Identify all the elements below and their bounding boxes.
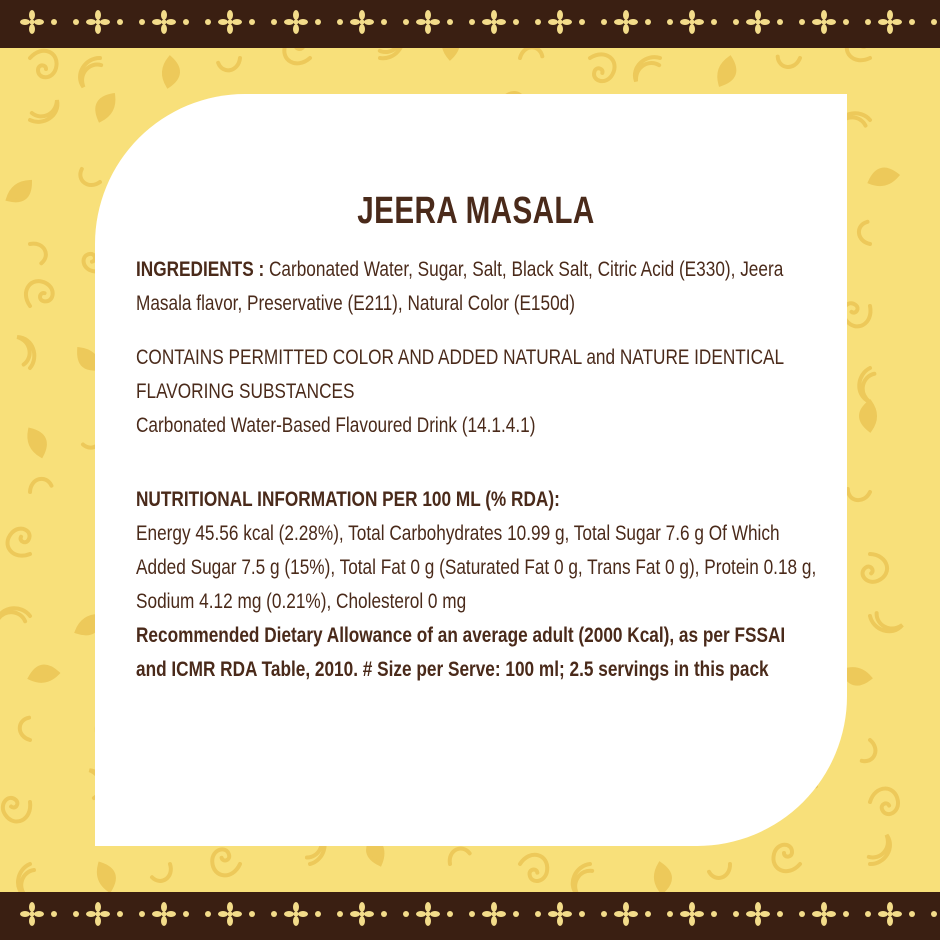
flower-ornament-icon bbox=[284, 10, 308, 34]
dot-ornament-icon bbox=[645, 19, 651, 25]
flower-ornament-icon bbox=[812, 10, 836, 34]
flower-ornament-icon bbox=[350, 10, 374, 34]
dot-ornament-icon bbox=[469, 911, 475, 917]
flower-ornament-icon bbox=[218, 902, 242, 926]
dot-ornament-icon bbox=[535, 19, 541, 25]
rda-note: Recommended Dietary Allowance of an average adult (2000 Kcal), as per FSSAI and ICMR RDA Table, 2010. # Size per Serve: 100 ml; 2.5 servings in this pack bbox=[136, 624, 786, 681]
dot-ornament-icon bbox=[931, 911, 937, 917]
top-ornament-border bbox=[0, 0, 940, 48]
flower-ornament-icon bbox=[482, 10, 506, 34]
dot-ornament-icon bbox=[183, 911, 189, 917]
dot-ornament-icon bbox=[381, 19, 387, 25]
flower-ornament-icon bbox=[284, 902, 308, 926]
dot-ornament-icon bbox=[799, 19, 805, 25]
flower-ornament-icon bbox=[20, 10, 44, 34]
dot-ornament-icon bbox=[909, 911, 915, 917]
dot-ornament-icon bbox=[645, 911, 651, 917]
dot-ornament-icon bbox=[249, 19, 255, 25]
dot-ornament-icon bbox=[51, 911, 57, 917]
flower-ornament-icon bbox=[482, 902, 506, 926]
dot-ornament-icon bbox=[667, 911, 673, 917]
dot-ornament-icon bbox=[843, 911, 849, 917]
dot-ornament-icon bbox=[777, 911, 783, 917]
flower-ornament-icon bbox=[548, 10, 572, 34]
dot-ornament-icon bbox=[183, 19, 189, 25]
dot-ornament-icon bbox=[579, 19, 585, 25]
top-ornament-row bbox=[0, 0, 940, 48]
dot-ornament-icon bbox=[249, 911, 255, 917]
dot-ornament-icon bbox=[337, 911, 343, 917]
dot-ornament-icon bbox=[403, 19, 409, 25]
flower-ornament-icon bbox=[20, 902, 44, 926]
dot-ornament-icon bbox=[799, 911, 805, 917]
dot-ornament-icon bbox=[579, 911, 585, 917]
dot-ornament-icon bbox=[205, 19, 211, 25]
flower-ornament-icon bbox=[416, 10, 440, 34]
dot-ornament-icon bbox=[271, 911, 277, 917]
dot-ornament-icon bbox=[535, 911, 541, 917]
ingredients-text: Carbonated Water, Sugar, Salt, Black Salt, Citric Acid (E330), Jeera Masala flavor, Preservative (E211), Natural Color (E150d) bbox=[136, 258, 784, 315]
dot-ornament-icon bbox=[73, 19, 79, 25]
flower-ornament-icon bbox=[812, 902, 836, 926]
dot-ornament-icon bbox=[271, 19, 277, 25]
flower-ornament-icon bbox=[416, 902, 440, 926]
flower-ornament-icon bbox=[746, 902, 770, 926]
ingredients-label: INGREDIENTS : bbox=[136, 258, 265, 281]
dot-ornament-icon bbox=[711, 19, 717, 25]
flower-ornament-icon bbox=[878, 902, 902, 926]
category-text: Carbonated Water-Based Flavoured Drink (14.1.4.1) bbox=[136, 414, 536, 437]
flower-ornament-icon bbox=[548, 902, 572, 926]
flower-ornament-icon bbox=[218, 10, 242, 34]
dot-ornament-icon bbox=[205, 911, 211, 917]
dot-ornament-icon bbox=[315, 911, 321, 917]
dot-ornament-icon bbox=[139, 911, 145, 917]
dot-ornament-icon bbox=[777, 19, 783, 25]
ingredients-paragraph bbox=[136, 253, 817, 321]
dot-ornament-icon bbox=[843, 19, 849, 25]
flower-ornament-icon bbox=[152, 902, 176, 926]
dot-ornament-icon bbox=[601, 19, 607, 25]
flower-ornament-icon bbox=[878, 10, 902, 34]
flower-ornament-icon bbox=[350, 902, 374, 926]
nutrition-heading: NUTRITIONAL INFORMATION PER 100 ML (% RDA): bbox=[136, 488, 560, 511]
dot-ornament-icon bbox=[403, 911, 409, 917]
dot-ornament-icon bbox=[931, 19, 937, 25]
dot-ornament-icon bbox=[447, 19, 453, 25]
flower-ornament-icon bbox=[614, 10, 638, 34]
label-content bbox=[136, 190, 816, 687]
dot-ornament-icon bbox=[51, 19, 57, 25]
dot-ornament-icon bbox=[73, 911, 79, 917]
dot-ornament-icon bbox=[513, 911, 519, 917]
bottom-ornament-border bbox=[0, 892, 940, 940]
flower-ornament-icon bbox=[680, 10, 704, 34]
dot-ornament-icon bbox=[139, 19, 145, 25]
dot-ornament-icon bbox=[865, 19, 871, 25]
dot-ornament-icon bbox=[667, 19, 673, 25]
dot-ornament-icon bbox=[117, 911, 123, 917]
dot-ornament-icon bbox=[909, 19, 915, 25]
dot-ornament-icon bbox=[733, 19, 739, 25]
dot-ornament-icon bbox=[711, 911, 717, 917]
dot-ornament-icon bbox=[337, 19, 343, 25]
dot-ornament-icon bbox=[513, 19, 519, 25]
dot-ornament-icon bbox=[315, 19, 321, 25]
flower-ornament-icon bbox=[746, 10, 770, 34]
flower-ornament-icon bbox=[614, 902, 638, 926]
dot-ornament-icon bbox=[469, 19, 475, 25]
flower-ornament-icon bbox=[680, 902, 704, 926]
nutrition-values: Energy 45.56 kcal (2.28%), Total Carbohydrates 10.99 g, Total Sugar 7.6 g Of Which Added Sugar 7.5 g (15%), Total Fat 0 g (Saturated Fat 0 g, Trans Fat 0 g), Protein 0.18 g, Sodium 4.12 mg (0.21%), Cholesterol 0 mg bbox=[136, 522, 817, 613]
dot-ornament-icon bbox=[733, 911, 739, 917]
contains-statement: CONTAINS PERMITTED COLOR AND ADDED NATURAL and NATURE IDENTICAL FLAVORING SUBSTANCES bbox=[136, 346, 784, 403]
dot-ornament-icon bbox=[447, 911, 453, 917]
dot-ornament-icon bbox=[381, 911, 387, 917]
dot-ornament-icon bbox=[601, 911, 607, 917]
dot-ornament-icon bbox=[865, 911, 871, 917]
bottom-ornament-row bbox=[0, 892, 940, 940]
flower-ornament-icon bbox=[152, 10, 176, 34]
flower-ornament-icon bbox=[86, 902, 110, 926]
product-title: JEERA MASALA bbox=[357, 190, 595, 232]
flower-ornament-icon bbox=[86, 10, 110, 34]
dot-ornament-icon bbox=[117, 19, 123, 25]
